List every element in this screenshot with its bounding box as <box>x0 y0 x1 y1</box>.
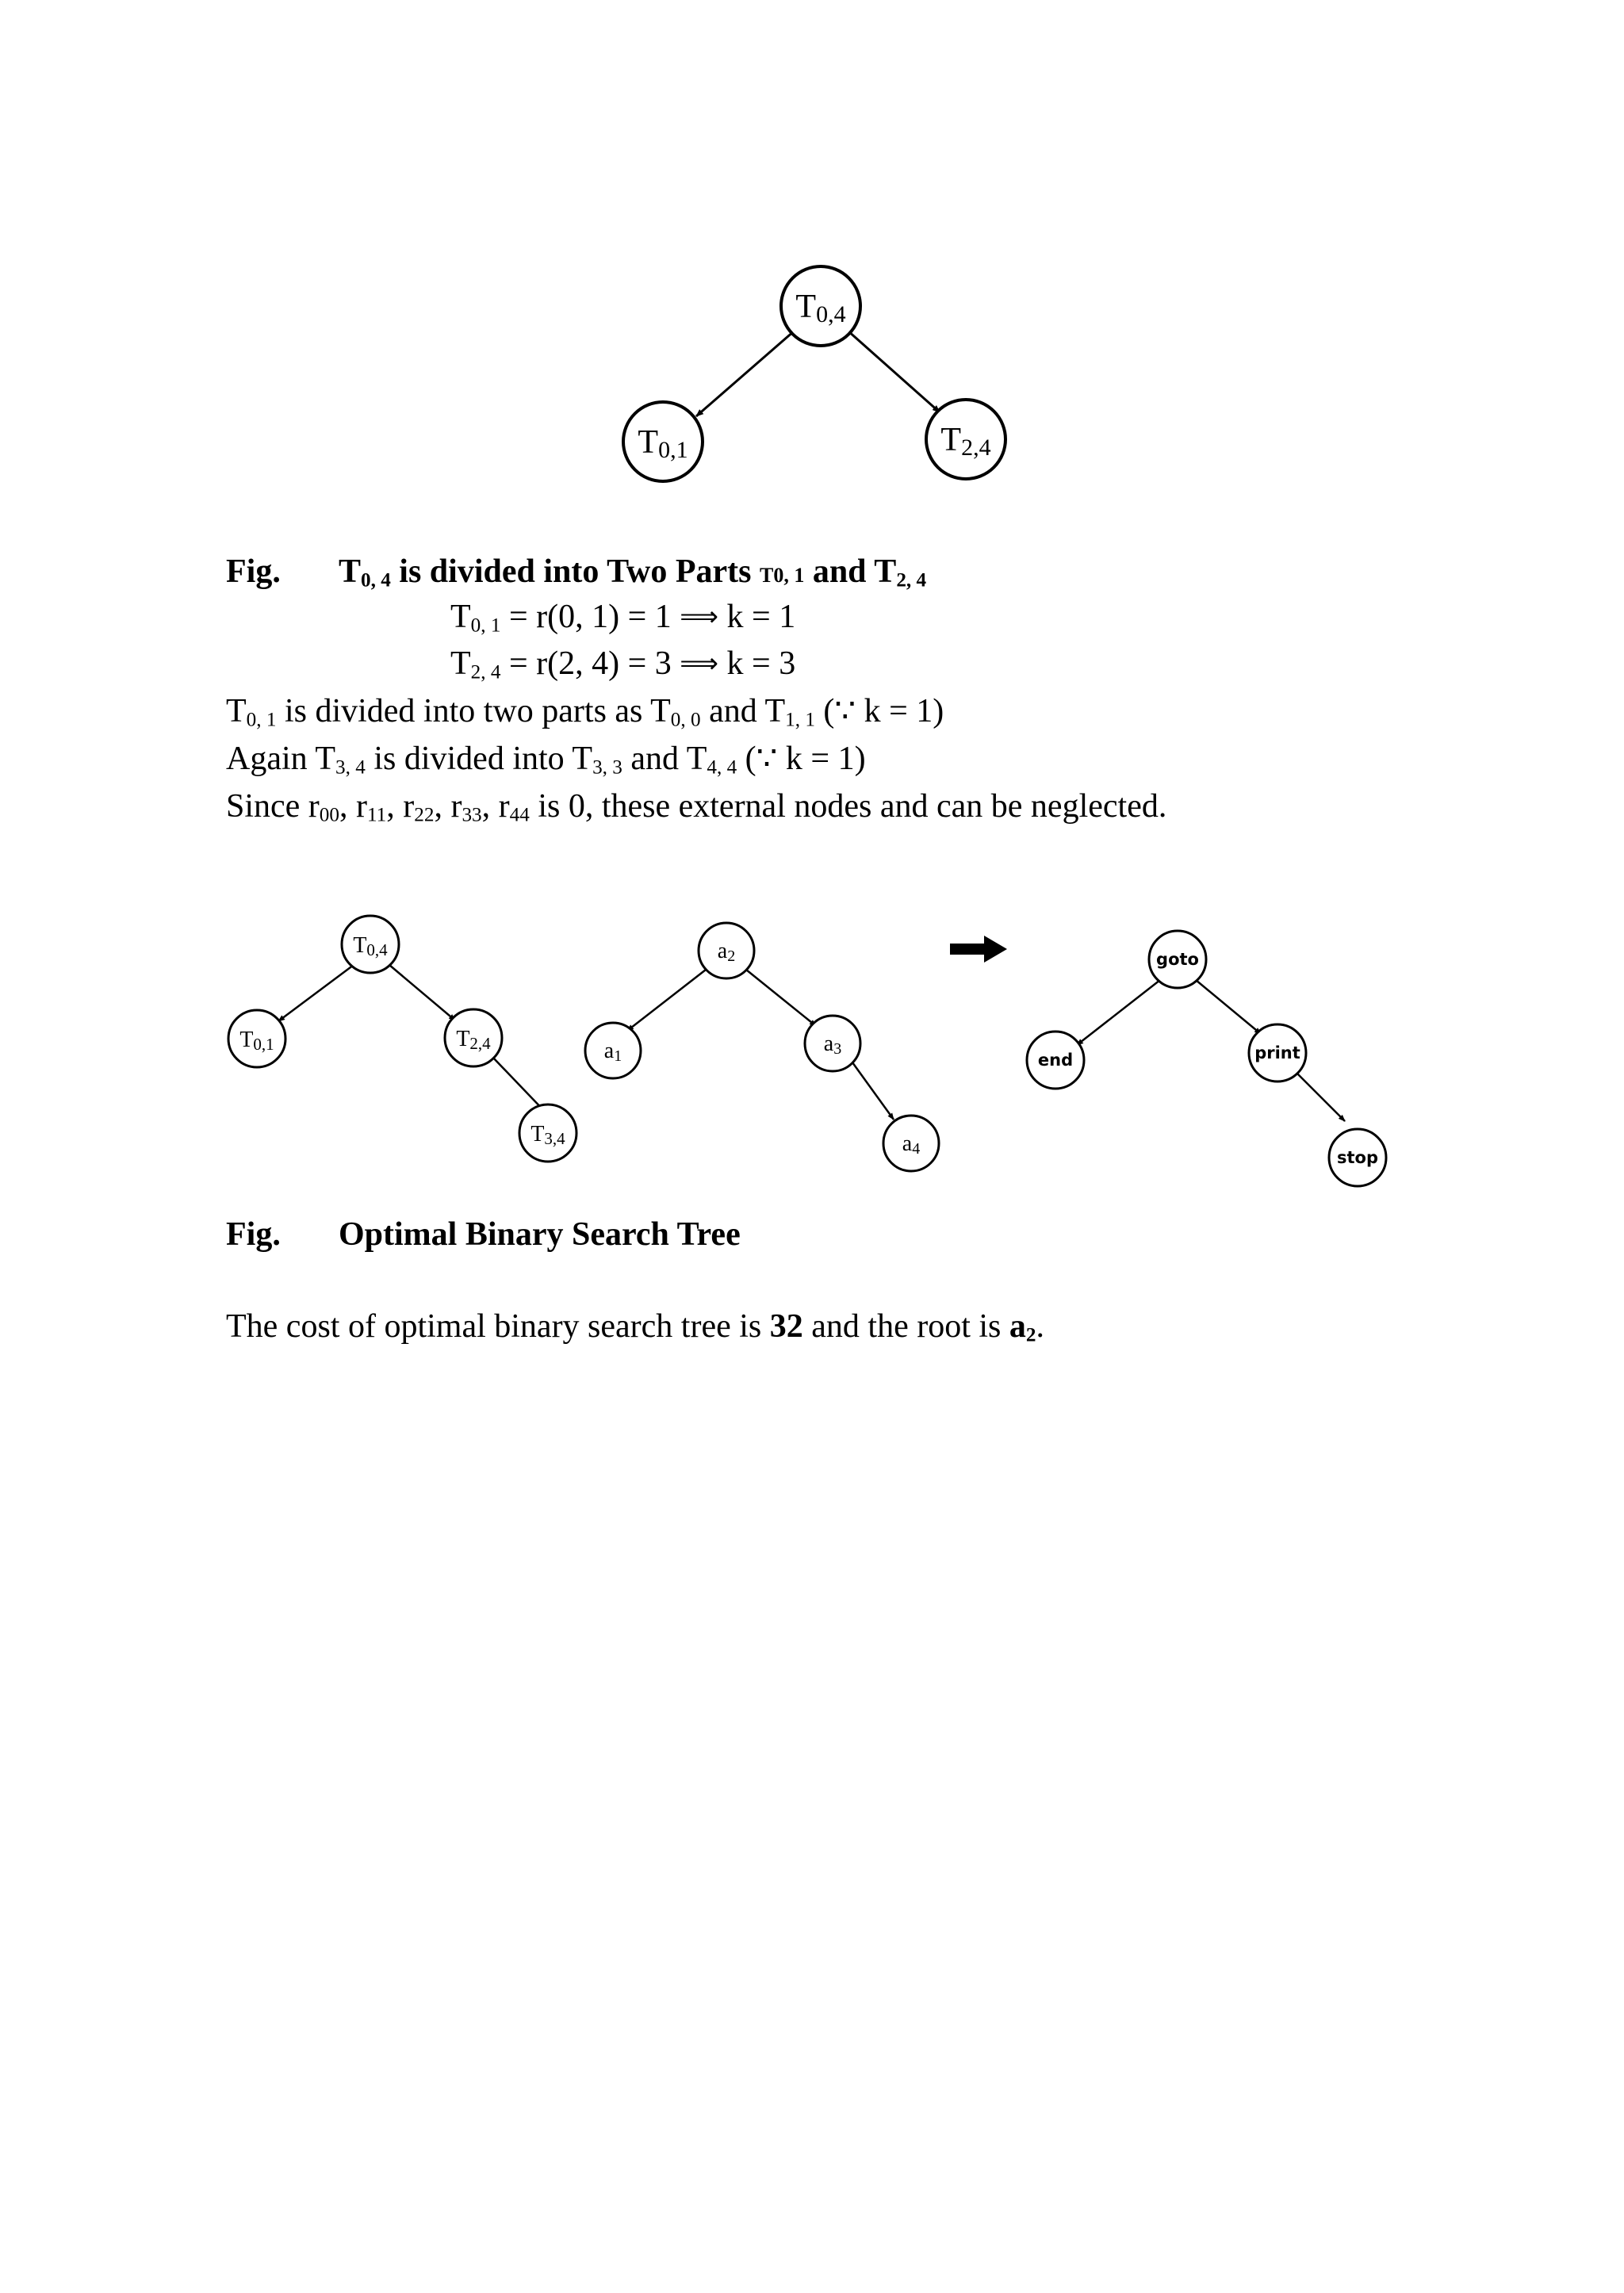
node-right-label: T2,4 <box>940 422 991 461</box>
tree-a-node-right-label: T2,4 <box>456 1027 491 1053</box>
conclusion-line: The cost of optimal binary search tree is 32 and the root is $a_2$. <box>226 1308 1044 1346</box>
implies-arrow-icon: ⟹ <box>680 601 719 633</box>
fig2-caption-label: Fig. <box>226 1216 281 1253</box>
tree-a-node-left-label: T0,1 <box>239 1028 274 1054</box>
tree-c <box>1027 931 1386 1186</box>
tree-a <box>228 916 576 1162</box>
tree-c-edge-root-left <box>1077 980 1160 1045</box>
equation-t01: $T_{0, 1} = r(0$, 1) = 1 ⟹ k = 1 <box>450 599 796 637</box>
tree-a-node-root-label: T0,4 <box>353 933 388 959</box>
tree-c-edge-root-right <box>1196 980 1261 1034</box>
tree-c-edge-right-rr <box>1294 1070 1345 1121</box>
tree-c-node-root-label: goto <box>1156 950 1199 969</box>
tree-c-node-left-label: end <box>1037 1051 1074 1070</box>
tree-c-node-right-label: print <box>1254 1043 1300 1062</box>
para-line-2: Again $T_{3, 4}$ is divided into $T_{3, 3}$ and $T_{4, 4}$ (∵ k = 1) <box>226 741 866 779</box>
tree-a-edge-root-right <box>389 965 455 1020</box>
fig1-caption-label: Fig. <box>226 553 281 590</box>
tree-a-edge-root-left <box>278 965 354 1021</box>
equation-t24: $T_{2, 4} = r(2$, 4) = 3 ⟹ k = 3 <box>450 645 796 683</box>
tree-a-node-rr-label: T3,4 <box>530 1122 565 1148</box>
fig1-caption-text: $T_{0, 4}$ is divided into Two Parts T0, 1 and $T_{2, 4}$ <box>339 553 927 591</box>
tree-b-node-rr-label: a4 <box>902 1131 921 1158</box>
tree-b-node-right-label: a3 <box>823 1032 842 1058</box>
tree-c-node-rr-label: stop <box>1337 1148 1378 1167</box>
tree-b-node-root-label: a2 <box>717 939 736 965</box>
tree-b-node-left-label: a1 <box>603 1039 622 1065</box>
tree-b-edge-root-right <box>746 970 816 1026</box>
implies-arrow-icon: ⟹ <box>680 648 719 679</box>
right-arrow-icon <box>950 936 1007 963</box>
tree-b-edge-root-left <box>627 970 706 1031</box>
para-line-3: Since $r_{00}$, $r_{11}$, $r_{22}$, $r_{33}$, $r_{44}$ is 0, these external nodes and can be neglected. <box>226 788 1167 826</box>
node-root-label: T0,4 <box>795 289 846 327</box>
para-line-1: $T_{0, 1}$ is divided into two parts as $T_{0, 0}$ and $T_{1, 1}$ (∵ k = 1) <box>226 693 944 731</box>
fig2-caption-text: Optimal Binary Search Tree <box>339 1216 741 1253</box>
tree-b-edge-right-rr <box>852 1062 894 1120</box>
node-left-label: T0,1 <box>638 424 688 463</box>
tree-b <box>585 923 939 1171</box>
